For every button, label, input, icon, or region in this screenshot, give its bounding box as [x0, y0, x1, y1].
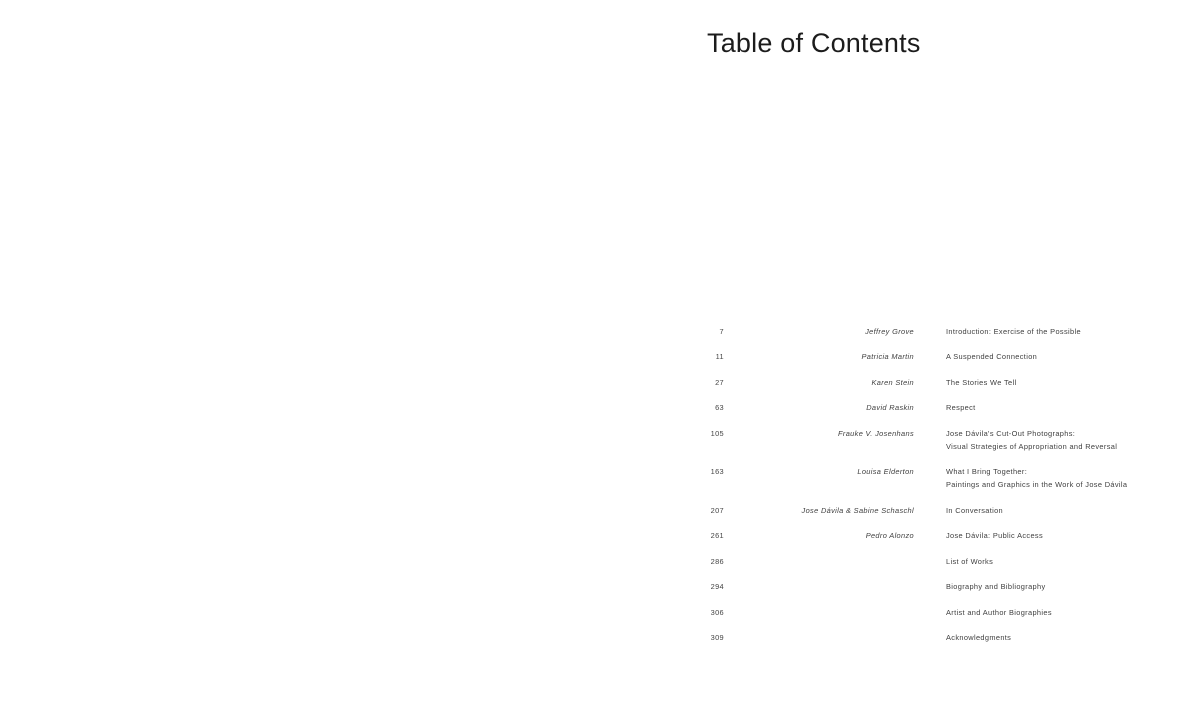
toc-entry-title: [914, 420, 1148, 458]
toc-entry-row[interactable]: [688, 497, 1148, 522]
toc-title-line: The Stories We Tell: [946, 377, 1017, 387]
toc-entry-row[interactable]: [688, 522, 1148, 547]
toc-title-line: List of Works: [946, 556, 994, 566]
toc-entry-title: [914, 394, 1148, 419]
toc-author: Jose Dávila & Sabine Schaschl: [801, 505, 914, 515]
toc-title-line: In Conversation: [946, 505, 1004, 515]
toc-page-number: 11: [715, 352, 724, 362]
toc-page-number: 27: [715, 377, 724, 387]
toc-entry-row[interactable]: [688, 369, 1148, 394]
toc-author: Pedro Alonzo: [865, 531, 914, 541]
toc-page-number: 207: [710, 505, 724, 515]
toc-page-number: 294: [710, 582, 724, 592]
toc-entry-title: [914, 458, 1148, 496]
toc-author: [724, 599, 914, 624]
toc-page-number: 163: [710, 467, 724, 477]
toc-entry-row[interactable]: [688, 394, 1148, 419]
toc-title-line: Artist and Author Biographies: [946, 607, 1052, 617]
toc-title-line: Respect: [946, 403, 976, 413]
page-title: Table of Contents: [707, 28, 921, 58]
toc-page-number: 105: [710, 428, 724, 438]
toc-page-number: 7: [719, 327, 724, 336]
toc-author: Karen Stein: [871, 377, 914, 387]
toc-author: Jeffrey Grove: [865, 327, 914, 336]
toc-author: [724, 624, 914, 649]
toc-entry-row[interactable]: [688, 343, 1148, 368]
toc-entry-row[interactable]: [688, 548, 1148, 573]
toc-author: Louisa Elderton: [857, 467, 914, 477]
toc-entry-row[interactable]: [688, 573, 1148, 598]
toc-entry-title: [914, 573, 1148, 598]
toc-author: Frauke V. Josenhans: [838, 428, 914, 438]
toc-entry-row[interactable]: [688, 599, 1148, 624]
toc-page-number: 261: [710, 531, 724, 541]
table-of-contents: [688, 318, 1148, 650]
toc-page-number: 63: [715, 403, 724, 413]
toc-title-line: Jose Dávila's Cut-Out Photographs:: [946, 428, 1076, 438]
toc-entry-row[interactable]: [688, 458, 1148, 496]
toc-author: [724, 573, 914, 598]
toc-entry-row[interactable]: [688, 420, 1148, 458]
toc-author: Patricia Martin: [861, 352, 914, 362]
toc-entry-title: [914, 318, 1148, 343]
toc-entry-row[interactable]: [688, 624, 1148, 649]
toc-entry-row[interactable]: [688, 318, 1148, 343]
toc-entry-title: [914, 497, 1148, 522]
toc-entry-title: [914, 548, 1148, 573]
toc-title-line: Biography and Bibliography: [946, 582, 1046, 592]
toc-title-line: Acknowledgments: [946, 633, 1012, 643]
toc-entry-title: [914, 343, 1148, 368]
toc-title-line: Paintings and Graphics in the Work of Jose Dávila: [946, 480, 1128, 490]
toc-title-line: Jose Dávila: Public Access: [946, 531, 1044, 541]
toc-title-line: A Suspended Connection: [946, 352, 1038, 362]
toc-page-number: 306: [710, 607, 724, 617]
toc-entry-title: [914, 522, 1148, 547]
toc-entry-title: [914, 624, 1148, 649]
toc-title-line: Visual Strategies of Appropriation and Reversal: [946, 441, 1118, 451]
toc-page-number: 286: [710, 556, 724, 566]
toc-author: David Raskin: [866, 403, 914, 413]
toc-title-line: What I Bring Together:: [946, 467, 1028, 477]
toc-page-number: 309: [710, 633, 724, 643]
toc-author: [724, 548, 914, 573]
toc-entry-title: [914, 599, 1148, 624]
toc-entry-title: [914, 369, 1148, 394]
toc-title-line: Introduction: Exercise of the Possible: [946, 327, 1081, 336]
toc-body: [688, 318, 1148, 650]
